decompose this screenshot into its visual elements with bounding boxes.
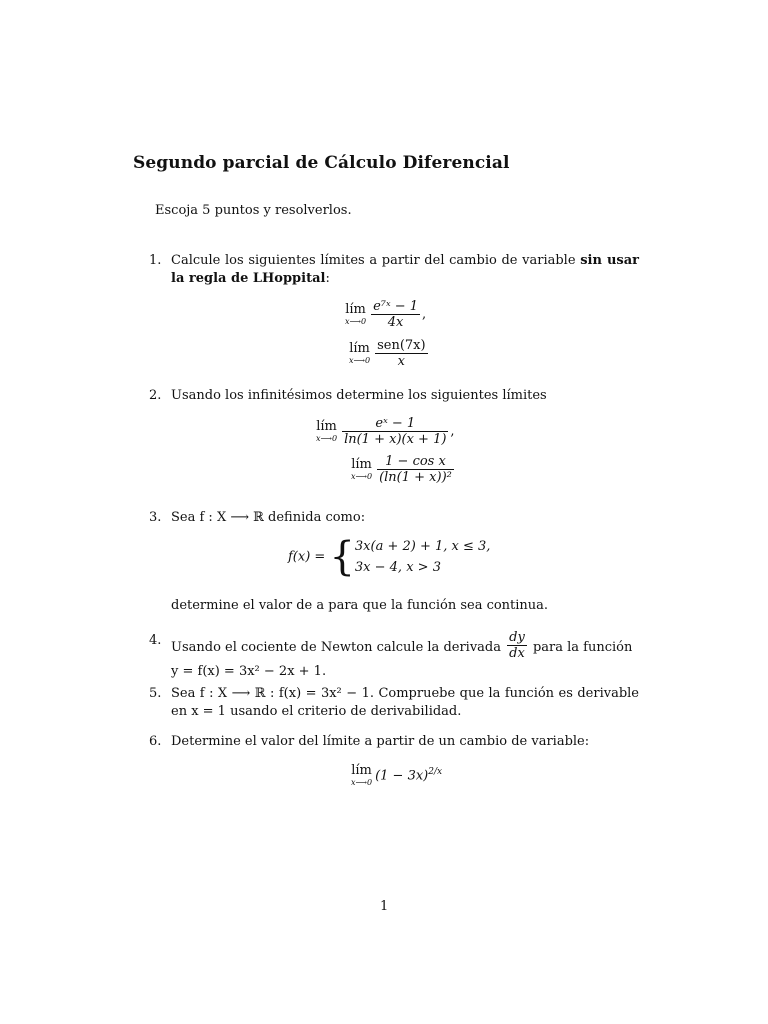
question-1 — [149, 252, 639, 288]
question-6 — [149, 733, 639, 751]
question-number: 1. — [149, 253, 162, 268]
numerator: eˣ − 1 — [375, 416, 416, 431]
limit-2b — [351, 454, 456, 485]
page-number: 1 — [380, 899, 389, 914]
question-text: Usando el cociente de Newton calcule la derivada — [171, 640, 501, 655]
numerator: e⁷ˣ − 1 — [373, 299, 419, 314]
comma: , — [450, 424, 455, 439]
question-number: 5. — [149, 686, 162, 701]
denominator: x — [375, 353, 427, 369]
question-text: Sea f : X ⟶ ℝ : f(x) = 3x² − 1. Compruebe que la función es derivable en x = 1 usando el criterio de derivabilidad. — [171, 686, 639, 719]
function-lhs: f(x) = — [288, 549, 326, 565]
question-number: 4. — [149, 633, 162, 648]
limit-6 — [351, 764, 442, 788]
derivative-fraction — [507, 630, 527, 661]
question-text-mid: para la función — [532, 640, 633, 655]
left-brace: { — [329, 534, 355, 580]
question-number: 6. — [149, 734, 162, 749]
denominator: 4x — [371, 314, 420, 330]
numerator: 1 − cos x — [385, 454, 446, 469]
numerator: sen(7x) — [377, 338, 426, 353]
question-number: 3. — [149, 510, 162, 525]
limit-2a — [316, 416, 455, 447]
denominator: ln(1 + x)(x + 1) — [344, 432, 447, 447]
denominator: dx — [507, 645, 527, 661]
question-text: Usando los infinitésimos determine los siguientes límites — [171, 388, 547, 403]
limit-1b — [349, 338, 430, 369]
denominator: (ln(1 + x))² — [379, 470, 452, 485]
question-text: determine el valor de a para que la función sea continua. — [171, 598, 549, 613]
lim-symbol: lím — [345, 301, 366, 317]
question-3-continuation — [149, 597, 639, 615]
question-3 — [149, 509, 639, 527]
lim-subscript: x⟶0 — [345, 316, 367, 326]
question-punct: : — [325, 271, 330, 286]
lim-subscript: x⟶0 — [349, 355, 371, 365]
lim-subscript: x⟶0 — [351, 471, 373, 481]
limit-1a — [345, 299, 426, 330]
exponent: 2/x — [428, 767, 443, 778]
piecewise-function — [288, 536, 490, 578]
comma: , — [422, 307, 427, 322]
question-text: Determine el valor del límite a partir de un cambio de variable: — [171, 734, 590, 749]
lim-symbol: lím — [351, 763, 372, 778]
lim-symbol: lím — [349, 340, 370, 356]
question-emphasis: sin usar la regla de LHoppital — [171, 253, 639, 286]
lim-symbol: lím — [316, 418, 337, 434]
instructions: Escoja 5 puntos y resolverlos. — [155, 203, 352, 218]
question-text: Sea f : X ⟶ ℝ definida como: — [171, 510, 366, 525]
page-title: Segundo parcial de Cálculo Diferencial — [133, 153, 510, 173]
question-5 — [149, 685, 639, 721]
question-4 — [149, 632, 639, 681]
question-number: 2. — [149, 388, 162, 403]
numerator: dy — [509, 630, 525, 645]
lim-symbol: lím — [351, 456, 372, 472]
question-text: Calcule los siguientes límites a partir del cambio de variable — [171, 253, 581, 268]
case-2: 3x − 4, x > 3 — [354, 560, 441, 575]
limit-expression: (1 − 3x) — [375, 768, 429, 784]
lim-subscript: x⟶0 — [316, 433, 338, 443]
question-2 — [149, 387, 639, 405]
question-text-line2: y = f(x) = 3x² − 2x + 1. — [171, 664, 327, 679]
case-1: 3x(a + 2) + 1, x ≤ 3, — [354, 539, 491, 554]
lim-subscript: x⟶0 — [351, 778, 373, 787]
